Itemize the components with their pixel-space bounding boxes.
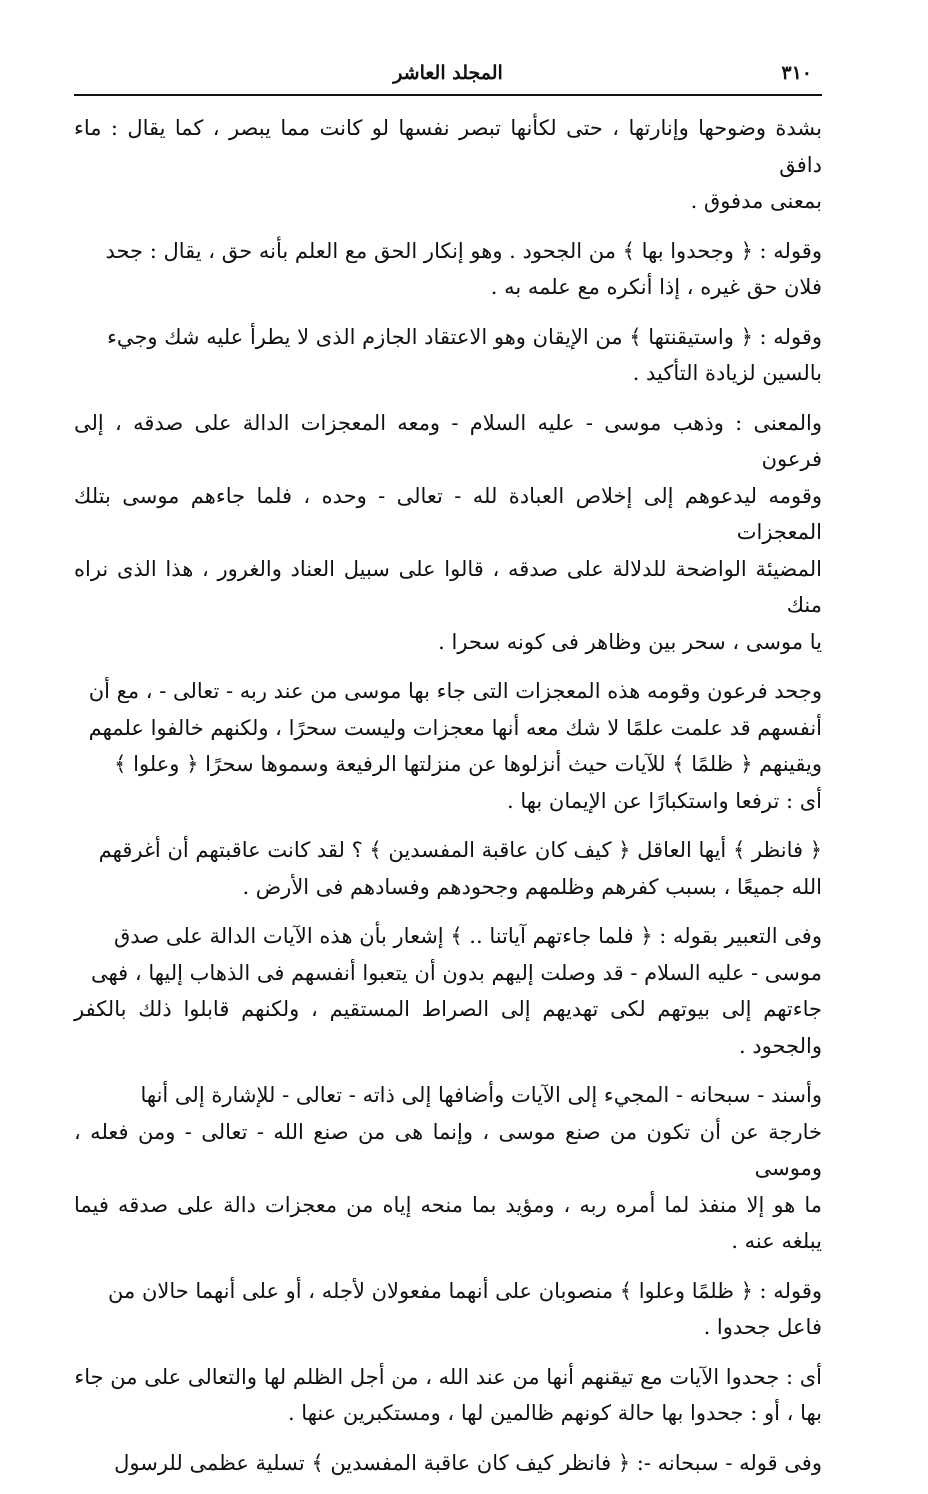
book-page xyxy=(74,58,822,1494)
paragraph: بشدة وضوحها وإنارتها ، حتى لكأنها تبصر نفسها لو كانت مما يبصر ، كما يقال : ماء دافق بمعنى مدفوق . xyxy=(74,116,822,213)
paragraph: وقوله : ﴿ وجحدوا بها ﴾ من الجحود . وهو إنكار الحق مع العلم بأنه حق ، يقال : جحد فلان حق غيره ، إذا أنكره مع علمه به . xyxy=(105,238,822,299)
paragraph: أى : جحدوا الآيات مع تيقنهم أنها من عند الله ، من أجل الظلم لها والتعالى على من جاء بها ، أو : جحدوا بها حالة كونهم ظالمين لها ، ومستكبرين عنها . xyxy=(74,1364,822,1425)
running-title: المجلد العاشر xyxy=(393,62,503,84)
paragraph: والمعنى : وذهب موسى - عليه السلام - ومعه المعجزات الدالة على صدقه ، إلى فرعون وقومه ليدعوهم إلى إخلاص العبادة لله - تعالى - وحده ، فلما جاءهم موسى بتلك المعجزات المضيئة الواضحة للدلالة على صدقه ، قالوا على سبيل العناد والغرور ، هذا الذى نراه منك يا موسى ، سحر بين وظاهر فى كونه سحرا . xyxy=(74,410,822,654)
page-header xyxy=(74,58,822,96)
page-number: ٣١٠ xyxy=(781,62,812,84)
paragraph: وفى التعبير بقوله : ﴿ فلما جاءتهم آياتنا .. ﴾ إشعار بأن هذه الآيات الدالة على صدق موسى - عليه السلام - قد وصلت إليهم بدون أن يتعبوا أنفسهم فى الذهاب إليها ، فهى جاءتهم إلى بيوتهم لكى تهديهم إلى الصراط المستقيم ، ولكنهم قابلوا ذلك بالكفر والجحود . xyxy=(74,924,822,1058)
paragraph: وجحد فرعون وقومه هذه المعجزات التى جاء بها موسى من عند ربه - تعالى - ، مع أن أنفسهم قد علمت علمًا لا شك معه أنها معجزات وليست سحرًا ، ولكنهم خالفوا علمهم ويقينهم ﴿ ظلمًا ﴾ للآيات حيث أنزلوها عن منزلتها الرفيعة وسموها سحرًا ﴿ وعلوا ﴾ أى : ترفعا واستكبارًا عن الإيمان بها . xyxy=(88,679,822,813)
paragraph: وأسند - سبحانه - المجيء إلى الآيات وأضافها إلى ذاته - تعالى - للإشارة إلى أنها خارجة عن أن تكون من صنع موسى ، وإنما هى من صنع الله - تعالى - ومن فعله ، وموسى ما هو إلا منفذ لما أمره ربه ، ومؤيد بما منحه إياه من معجزات دالة على صدقه فيما يبلغه عنه . xyxy=(74,1083,822,1253)
page-body xyxy=(74,110,822,1481)
paragraph: ﴿ فانظر ﴾ أيها العاقل ﴿ كيف كان عاقبة المفسدين ﴾ ؟ لقد كانت عاقبتهم أن أغرقهم الله جميعًا ، بسبب كفرهم وظلمهم وجحودهم وفسادهم فى الأرض . xyxy=(98,838,822,899)
paragraph: وفى قوله - سبحانه -: ﴿ فانظر كيف كان عاقبة المفسدين ﴾ تسلية عظمى للرسول xyxy=(114,1450,822,1475)
paragraph: وقوله : ﴿ واستيقنتها ﴾ من الإيقان وهو الاعتقاد الجازم الذى لا يطرأ عليه شك وجيء بالسين لزيادة التأكيد . xyxy=(107,324,822,385)
paragraph: وقوله : ﴿ ظلمًا وعلوا ﴾ منصوبان على أنهما مفعولان لأجله ، أو على أنهما حالان من فاعل جحدوا . xyxy=(108,1278,822,1339)
